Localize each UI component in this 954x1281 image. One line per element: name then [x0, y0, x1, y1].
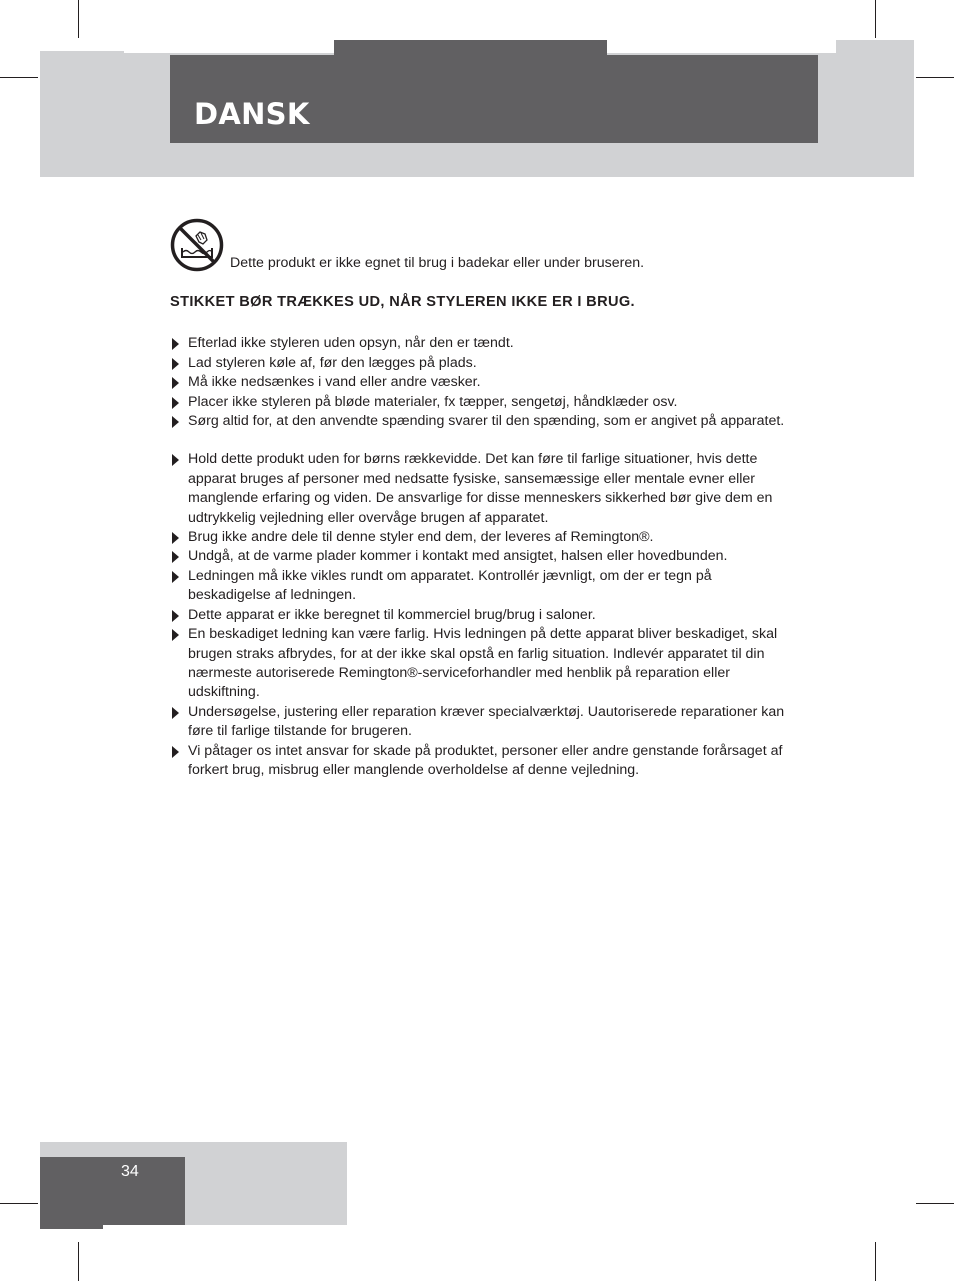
crop-mark	[875, 0, 876, 38]
crop-mark	[78, 0, 79, 38]
crop-mark	[0, 1203, 38, 1204]
list-item	[170, 393, 790, 412]
bullet-arrow-icon	[172, 397, 179, 409]
bath-warning	[170, 218, 790, 274]
list-item	[170, 334, 790, 353]
list-item-text: Ledningen må ikke vikles rundt om apparatet. Kontrollér jævnligt, om der er tegn på beskadigelse af ledningen.	[188, 567, 712, 604]
warning-text: Dette produkt er ikke egnet til brug i badekar eller under bruseren.	[230, 255, 645, 271]
list-item	[170, 547, 790, 566]
list-item-text: Undersøgelse, justering eller reparation kræver specialværktøj. Uautoriserede reparationer kan føre til farlige tilstande for brugeren.	[188, 703, 785, 740]
bullet-arrow-icon	[172, 629, 179, 641]
list-item-text: Vi påtager os intet ansvar for skade på produktet, personer eller andre genstande forårsaget af forkert brug, misbrug eller manglende overholdelse af denne vejledning.	[188, 742, 783, 778]
bullet-arrow-icon	[172, 338, 179, 350]
crop-mark	[0, 77, 38, 78]
list-item-text: Dette apparat er ikke beregnet til kommerciel brug/brug i saloner.	[188, 606, 596, 623]
list-item-text: En beskadiget ledning kan være farlig. Hvis ledningen på dette apparat bliver beskadiget, skal brugen straks afbrydes, for at der ikke skal opstå en farlig situation. Indlevér apparatet til din nærmeste autoriserede Remington®-serviceforhandler med henblik på reparation eller udskiftning.	[188, 626, 778, 701]
bullet-arrow-icon	[172, 707, 179, 719]
bullet-arrow-icon	[172, 746, 179, 758]
crop-mark	[916, 77, 954, 78]
list-item	[170, 606, 790, 625]
main-content	[170, 218, 790, 780]
header-tab	[334, 40, 607, 56]
list-item-text: Brug ikke andre dele til denne styler end dem, der leveres af Remington®.	[188, 529, 654, 546]
list-item-text: Placer ikke styleren på bløde materialer, fx tæpper, sengetøj, håndklæder osv.	[188, 393, 678, 410]
list-item-text: Undgå, at de varme plader kommer i kontakt med ansigtet, halsen eller hovedbunden.	[188, 548, 728, 565]
header-title-box	[170, 55, 818, 143]
page-title: DANSK	[194, 97, 310, 131]
list-item	[170, 625, 790, 703]
no-bath-shower-icon	[170, 218, 224, 272]
bullet-arrow-icon	[172, 571, 179, 583]
list-item-text: Efterlad ikke styleren uden opsyn, når den er tændt.	[188, 335, 514, 352]
safety-list	[170, 450, 790, 780]
crop-mark	[78, 1242, 79, 1281]
list-item	[170, 354, 790, 373]
bullet-arrow-icon	[172, 610, 179, 622]
list-item	[170, 567, 790, 606]
bullet-arrow-icon	[172, 377, 179, 389]
list-item-text: Lad styleren køle af, før den lægges på plads.	[188, 354, 477, 371]
bullet-arrow-icon	[172, 551, 179, 563]
list-item	[170, 412, 790, 431]
page-number: 34	[121, 1163, 139, 1180]
bullet-arrow-icon	[172, 358, 179, 370]
bullet-arrow-icon	[172, 454, 179, 466]
header-tab	[836, 40, 914, 60]
bullet-arrow-icon	[172, 416, 179, 428]
footer-strip	[40, 1222, 103, 1229]
list-item	[170, 450, 790, 528]
section-heading: STIKKET BØR TRÆKKES UD, NÅR STYLEREN IKKE ER I BRUG.	[170, 294, 635, 310]
list-item-text: Hold dette produkt uden for børns rækkevidde. Det kan føre til farlige situationer, hvis dette apparat bruges af personer med nedsatte fysiske, sansemæssige eller mentale evner eller manglende erfaring og viden. De ansvarlige for disse menneskers sikkerhed bør give dem en udtrykkelig vejledning eller overvåge brugen af apparatet.	[188, 451, 773, 526]
safety-list	[170, 334, 790, 431]
header-tab	[40, 51, 124, 57]
crop-mark	[916, 1203, 954, 1204]
list-item	[170, 742, 790, 781]
list-item	[170, 703, 790, 742]
list-item-text: Må ikke nedsænkes i vand eller andre væsker.	[188, 374, 481, 391]
bullet-arrow-icon	[172, 532, 179, 544]
list-item	[170, 373, 790, 392]
list-item	[170, 528, 790, 547]
crop-mark	[875, 1242, 876, 1281]
page-number-box	[40, 1157, 185, 1225]
list-item-text: Sørg altid for, at den anvendte spænding svarer til den spænding, som er angivet på apparatet.	[188, 413, 785, 430]
